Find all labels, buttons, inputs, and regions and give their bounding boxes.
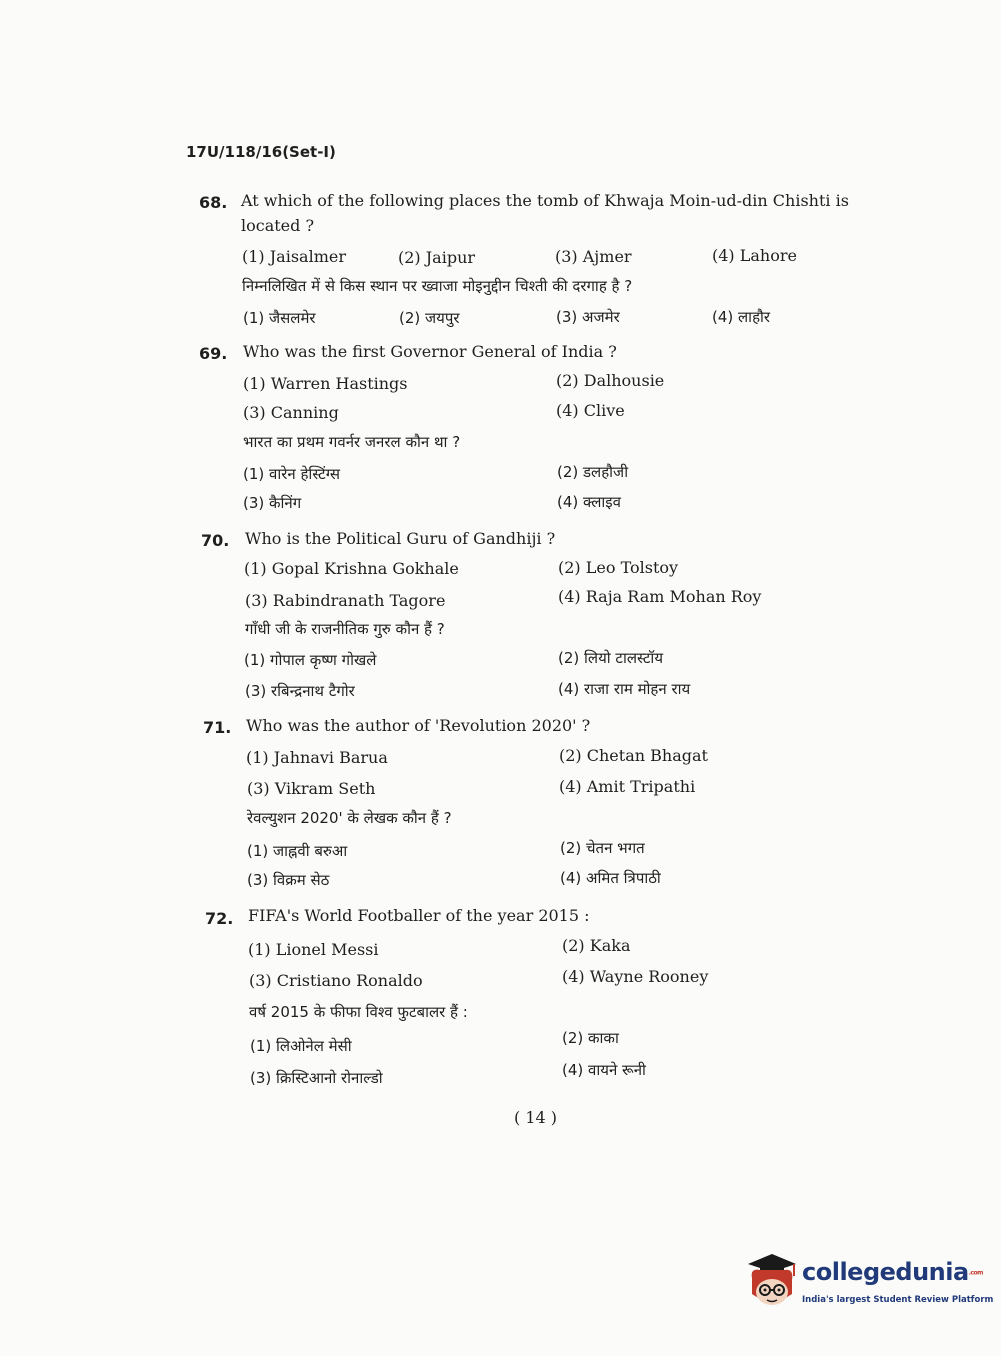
option-2-hindi: (2) डलहौजी [557,463,629,481]
option-4: (4) Clive [556,401,625,420]
page-number: ( 14 ) [514,1108,558,1127]
option-1-hindi: (1) वारेन हेस्टिंग्स [243,465,341,483]
question-text-hindi: रेवल्युशन 2020' के लेखक कौन हैं ? [247,809,452,827]
option-2: (2) Leo Tolstoy [558,558,679,577]
option-4-hindi: (4) क्लाइव [557,493,621,511]
option-1: (1) Warren Hastings [243,374,408,393]
mascot-icon [742,1250,800,1312]
question-text: Who is the Political Guru of Gandhiji ? [245,529,556,548]
option-3-hindi: (3) रबिन्द्रनाथ टैगोर [245,682,355,700]
option-2-hindi: (2) लियो टालस्टॉय [558,649,664,667]
option-2: (2) Dalhousie [556,371,665,390]
question-text: Who was the first Governor General of India ? [243,342,617,361]
question-text-hindi: भारत का प्रथम गवर्नर जनरल कौन था ? [243,433,461,451]
option-4: (4) Wayne Rooney [562,967,709,986]
option-3: (3) Vikram Seth [247,779,376,798]
option-2: (2) Kaka [562,936,631,955]
option-3-hindi: (3) क्रिस्टिआनो रोनाल्डो [250,1069,383,1087]
option-1: (1) Jahnavi Barua [246,748,388,767]
collegedunia-logo [742,1250,994,1320]
option-1-hindi: (1) गोपाल कृष्ण गोखले [244,651,377,669]
question-number: 72. [205,909,234,928]
question-number: 70. [201,531,230,550]
option-1: (1) Lionel Messi [248,940,379,959]
option-1-hindi: (1) जैसलमेर [243,309,316,327]
logo-tagline: India's largest Student Review Platform [802,1295,994,1305]
option-4-hindi: (4) राजा राम मोहन राय [558,680,691,698]
set-code: 17U/118/16(Set-I) [186,143,336,161]
option-4: (4) Amit Tripathi [559,777,696,796]
question-text-cont: located ? [241,216,315,235]
question-text: At which of the following places the tomb of Khwaja Moin-ud-din Chishti is [241,191,849,210]
question-text: FIFA's World Footballer of the year 2015 : [248,906,590,925]
question-text-hindi: गाँधी जी के राजनीतिक गुरु कौन हैं ? [245,620,445,638]
option-1: (1) Gopal Krishna Gokhale [244,559,459,578]
question-number: 68. [199,193,228,212]
question-number: 71. [203,718,232,737]
logo-name: collegedunia [802,1258,969,1286]
option-4: (4) Raja Ram Mohan Roy [558,587,762,606]
option-1: (1) Jaisalmer [242,247,346,266]
option-3-hindi: (3) विक्रम सेठ [247,871,330,889]
option-4-hindi: (4) अमित त्रिपाठी [560,869,661,887]
option-3: (3) Rabindranath Tagore [245,591,446,610]
option-3: (3) Canning [243,403,339,422]
option-4-hindi: (4) लाहौर [712,308,771,326]
option-2-hindi: (2) जयपुर [399,309,460,327]
option-3-hindi: (3) अजमेर [556,308,620,326]
question-text-hindi: निम्नलिखित में से किस स्थान पर ख्वाजा मोइनुद्दीन चिश्ती की दरगाह है ? [242,277,633,295]
option-2-hindi: (2) काका [562,1029,619,1047]
option-4-hindi: (4) वायने रूनी [562,1061,646,1079]
logo-suffix: .com [968,1269,983,1277]
option-2: (2) Chetan Bhagat [559,746,708,765]
question-text-hindi: वर्ष 2015 के फीफा विश्व फुटबालर हैं : [249,1003,468,1021]
option-2-hindi: (2) चेतन भगत [560,839,645,857]
option-3: (3) Cristiano Ronaldo [249,971,423,990]
option-1-hindi: (1) जाह्नवी बरुआ [247,842,348,860]
option-3: (3) Ajmer [555,247,632,266]
question-number: 69. [199,344,228,363]
option-3-hindi: (3) कैनिंग [243,494,302,512]
option-2: (2) Jaipur [398,248,476,267]
option-1-hindi: (1) लिओनेल मेसी [250,1037,352,1055]
question-text: Who was the author of 'Revolution 2020' ? [246,716,591,735]
option-4: (4) Lahore [712,246,797,265]
